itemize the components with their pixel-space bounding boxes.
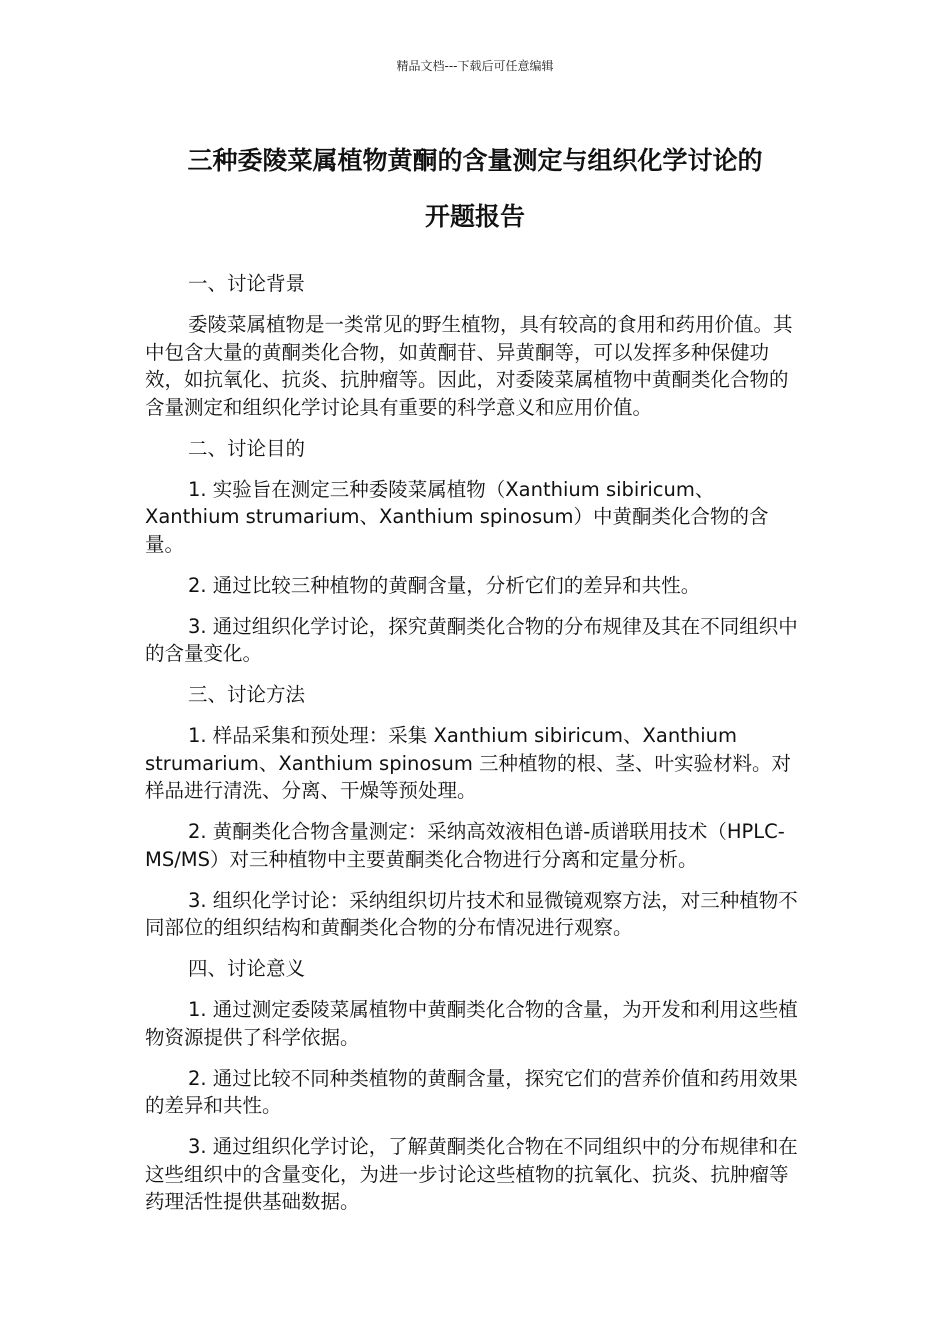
- title-line-2: 开题报告: [424, 202, 525, 231]
- title-line-1: 三种委陵菜属植物黄酮的含量测定与组织化学讨论的: [187, 146, 763, 175]
- section-background: [145, 270, 807, 421]
- section-heading: 四、讨论意义: [188, 957, 306, 980]
- list-item: 2. 通过比较不同种类植物的黄酮含量，探究它们的营养价值和药用效果的差异和共性。: [145, 1066, 798, 1117]
- document-body: [145, 270, 807, 1229]
- section-heading: 一、讨论背景: [188, 272, 306, 295]
- list-item: 2. 通过比较三种植物的黄酮含量，分析它们的差异和共性。: [188, 573, 701, 597]
- section-heading: 三、讨论方法: [188, 683, 306, 706]
- list-item: 2. 黄酮类化合物含量测定：采纳高效液相色谱-质谱联用技术（HPLC-MS/MS）对三种植物中主要黄酮类化合物进行分离和定量分析。: [145, 820, 785, 871]
- header-note: 精品文档---下载后可任意编辑: [396, 59, 554, 73]
- list-item: 1. 通过测定委陵菜属植物中黄酮类化合物的含量，为开发和利用这些植物资源提供了科学依据。: [145, 998, 798, 1049]
- list-item: 1. 样品采集和预处理：采集 Xanthium sibiricum、Xanthium strumarium、Xanthium spinosum 三种植物的根、茎、叶实验材料。对样品进行清洗、分离、干燥等预处理。: [145, 724, 792, 802]
- section-methods: [145, 681, 807, 942]
- section-purpose: [145, 435, 807, 668]
- section-heading: 二、讨论目的: [188, 436, 306, 460]
- section-significance: [145, 955, 807, 1216]
- paragraph: 委陵菜属植物是一类常见的野生植物，具有较高的食用和药用价值。其中包含大量的黄酮类化合物，如黄酮苷、异黄酮等，可以发挥多种保健功效，如抗氧化、抗炎、抗肿瘤等。因此，对委陵菜属植物中黄酮类化合物的含量测定和组织化学讨论具有重要的科学意义和应用价值。: [145, 313, 793, 419]
- list-item: 3. 组织化学讨论：采纳组织切片技术和显微镜观察方法，对三种植物不同部位的组织结构和黄酮类化合物的分布情况进行观察。: [145, 888, 798, 939]
- list-item: 1. 实验旨在测定三种委陵菜属植物（Xanthium sibiricum、Xanthium strumarium、Xanthium spinosum）中黄酮类化合物的含量。: [145, 477, 769, 556]
- page-title: [120, 133, 830, 245]
- list-item: 3. 通过组织化学讨论，探究黄酮类化合物的分布规律及其在不同组织中的含量变化。: [145, 614, 798, 665]
- list-item: 3. 通过组织化学讨论，了解黄酮类化合物在不同组织中的分布规律和在这些组织中的含量变化，为进一步讨论这些植物的抗氧化、抗炎、抗肿瘤等药理活性提供基础数据。: [145, 1135, 798, 1213]
